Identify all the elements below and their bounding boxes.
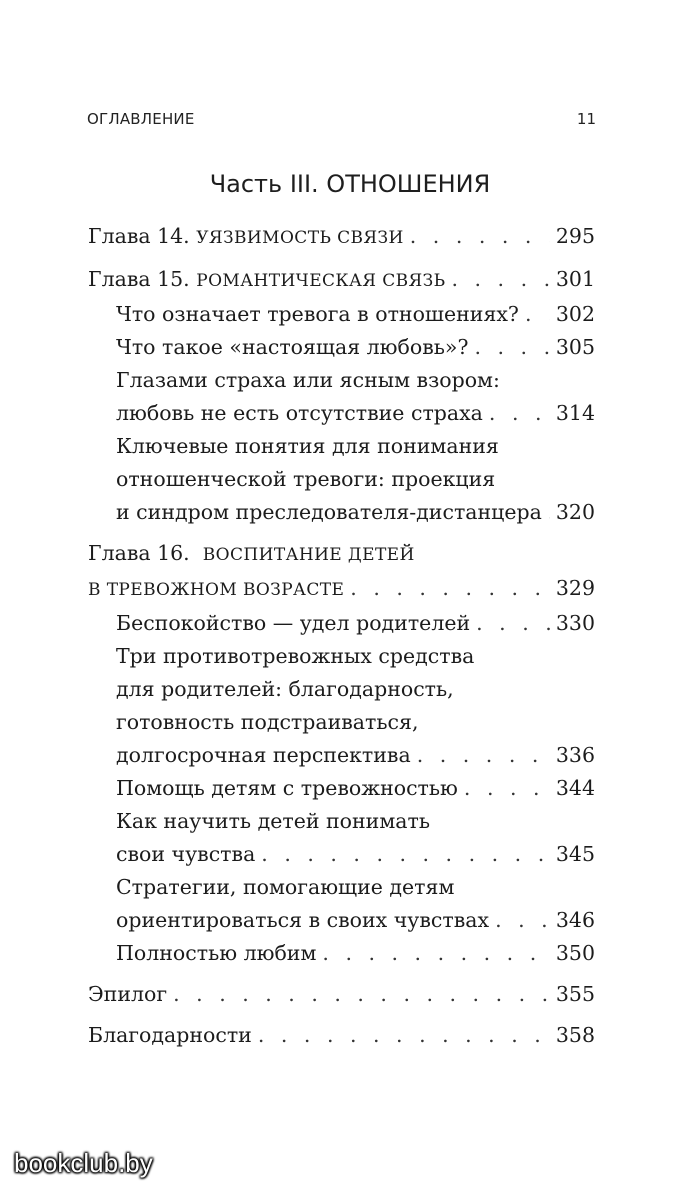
dot-leader — [525, 298, 550, 331]
toc-section[interactable] — [88, 607, 595, 640]
page-ref: 305 — [555, 335, 595, 359]
chapter-title-line: В ТРЕВОЖНОМ ВОЗРАСТЕ — [88, 580, 345, 600]
section-title: Беспокойство — удел родителей — [116, 611, 471, 635]
section-title-line: Ключевые понятия для понимания — [116, 434, 499, 458]
section-title-line: Стратегии, помогающие детям — [116, 875, 455, 899]
page-ref: 314 — [555, 401, 595, 425]
chapter-title-line: ВОСПИТАНИЕ ДЕТЕЙ — [202, 545, 415, 565]
dot-leader — [410, 220, 550, 253]
entry-title: Благодарности — [88, 1023, 252, 1047]
section-title: Что означает тревога в отношениях? — [116, 302, 519, 326]
page-ref: 330 — [555, 611, 595, 635]
page-ref: 344 — [555, 776, 595, 800]
toc-acknowledgements[interactable] — [88, 1019, 595, 1052]
dot-leader — [261, 838, 550, 871]
section-title-line: для родителей: благодарность, — [116, 677, 454, 701]
section-title: Что такое «настоящая любовь»? — [116, 335, 469, 359]
dot-leader — [451, 263, 549, 296]
section-title-line: ориентироваться в своих чувствах — [116, 908, 490, 932]
running-title: ОГЛАВЛЕНИЕ — [87, 110, 195, 128]
chapter-title: РОМАНТИЧЕСКАЯ СВЯЗЬ — [196, 271, 446, 291]
page-ref: 329 — [555, 576, 595, 600]
dot-leader — [173, 978, 550, 1011]
toc-section[interactable] — [88, 772, 595, 805]
dot-leader — [489, 397, 550, 430]
section-title: Помощь детям с тревожностью — [116, 776, 458, 800]
chapter-prefix: Глава 15. — [88, 267, 190, 291]
dot-leader — [476, 607, 550, 640]
page-ref: 295 — [555, 224, 595, 248]
chapter-prefix: Глава 16. — [88, 541, 197, 565]
chapter-title: УЯЗВИМОСТЬ СВЯЗИ — [196, 228, 404, 248]
toc-section[interactable] — [88, 430, 595, 529]
site-watermark: bookclub.by — [14, 1148, 153, 1178]
dot-leader — [474, 331, 549, 364]
table-of-contents — [88, 220, 595, 1052]
section-title: Полностью любим — [116, 941, 317, 965]
page-ref: 355 — [555, 982, 595, 1006]
chapter-prefix: Глава 14. — [88, 224, 190, 248]
dot-leader — [495, 904, 550, 937]
section-title-line: любовь не есть отсутствие страха — [116, 401, 483, 425]
toc-section[interactable] — [88, 331, 595, 364]
dot-leader — [322, 937, 549, 970]
dot-leader — [548, 496, 550, 529]
section-title-line: отношенческой тревоги: проекция — [116, 467, 496, 491]
section-title-line: Три противотревожных средства — [116, 644, 475, 668]
toc-section[interactable] — [88, 298, 595, 331]
section-title-line: свои чувства — [116, 842, 256, 866]
page-ref: 336 — [555, 743, 595, 767]
page-ref: 358 — [555, 1023, 595, 1047]
page-ref: 346 — [555, 908, 595, 932]
toc-epilogue[interactable] — [88, 978, 595, 1011]
toc-chapter-16[interactable] — [88, 537, 595, 607]
toc-section[interactable] — [88, 871, 595, 937]
section-title-line: и синдром преследователя-дистанцера — [116, 500, 542, 524]
dot-leader — [417, 739, 550, 772]
toc-section[interactable] — [88, 364, 595, 430]
toc-section[interactable] — [88, 805, 595, 871]
page-ref: 350 — [555, 941, 595, 965]
dot-leader — [350, 572, 550, 605]
section-title-line: готовность подстраиваться, — [116, 710, 419, 734]
entry-title: Эпилог — [88, 982, 168, 1006]
toc-chapter-14[interactable] — [88, 220, 595, 255]
dot-leader — [464, 772, 550, 805]
toc-section[interactable] — [88, 640, 595, 772]
page-ref: 320 — [555, 500, 595, 524]
page-ref: 301 — [555, 267, 595, 291]
section-title-line: долгосрочная перспектива — [116, 743, 411, 767]
page-ref: 302 — [555, 302, 595, 326]
toc-chapter-15[interactable] — [88, 263, 595, 298]
section-title-line: Как научить детей понимать — [116, 809, 431, 833]
dot-leader — [258, 1019, 550, 1052]
page-number: 11 — [576, 110, 596, 128]
page-ref: 345 — [555, 842, 595, 866]
toc-section[interactable] — [88, 937, 595, 970]
part-title: Часть III. ОТНОШЕНИЯ — [209, 170, 491, 198]
section-title-line: Глазами страха или ясным взором: — [116, 368, 500, 392]
